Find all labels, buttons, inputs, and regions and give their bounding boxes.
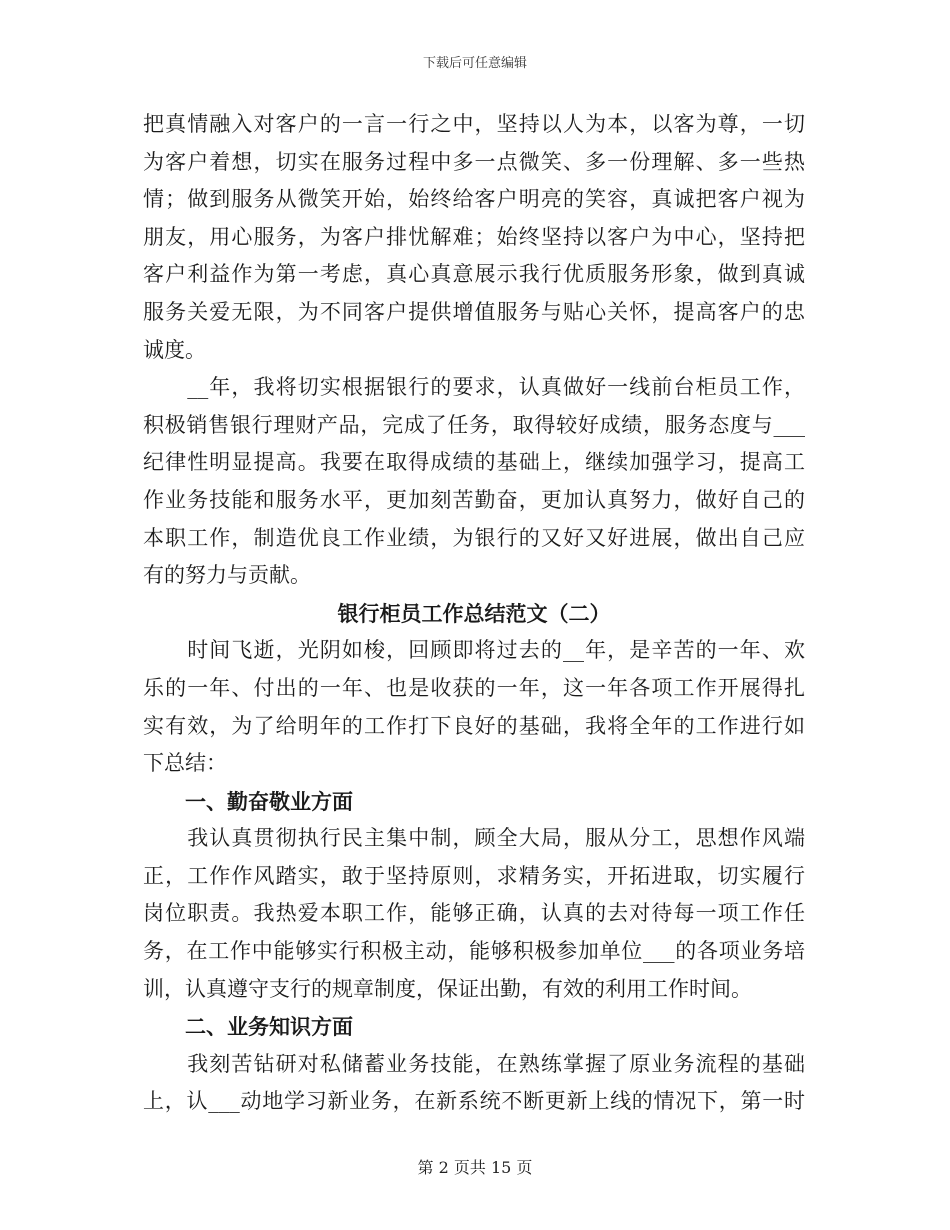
text-line: 有的努力与贡献。 bbox=[143, 563, 311, 588]
text-line: 我刻苦钻研对私储蓄业务技能，在熟练掌握了原业务流程的基础 bbox=[143, 1051, 805, 1076]
text-line: 客户利益作为第一考虑，真心真意展示我行优质服务形象，做到真诚 bbox=[143, 262, 805, 287]
text-line: 朋友，用心服务，为客户排忧解难；始终坚持以客户为中心，坚持把 bbox=[143, 224, 805, 249]
text-line: 纪律性明显提高。我要在取得成绩的基础上，继续加强学习，提高工 bbox=[143, 450, 805, 475]
paragraph-2 bbox=[143, 369, 805, 595]
document-body bbox=[143, 106, 805, 1121]
text-line: 正，工作作风踏实，敢于坚持原则，求精务实，开拓进取，切实履行 bbox=[143, 863, 805, 888]
text-line: 积极销售银行理财产品，完成了任务，取得较好成绩，服务态度与___ bbox=[143, 412, 805, 437]
text-line: 我认真贯彻执行民主集中制，顾全大局，服从分工，思想作风端 bbox=[143, 826, 805, 851]
section-title: 银行柜员工作总结范文（二） bbox=[337, 600, 611, 626]
text-line: 作业务技能和服务水平，更加刻苦勤奋，更加认真努力，做好自己的 bbox=[143, 487, 805, 512]
page-header: 下载后可任意编辑 bbox=[422, 56, 527, 71]
text-line: 时间飞逝，光阴如梭，回顾即将过去的__年，是辛苦的一年、欢 bbox=[143, 638, 805, 663]
page-footer: 第 2 页共 15 页 bbox=[417, 1158, 533, 1177]
text-line: 训，认真遵守支行的规章制度，保证出勤，有效的利用工作时间。 bbox=[143, 976, 752, 1001]
text-line: 下总结： bbox=[143, 751, 227, 776]
text-line: 实有效，为了给明年的工作打下良好的基础，我将全年的工作进行如 bbox=[143, 713, 805, 738]
subheading-diligence: 一、勤奋敬业方面 bbox=[185, 788, 353, 814]
text-line: 为客户着想，切实在服务过程中多一点微笑、多一份理解、多一些热 bbox=[143, 149, 805, 174]
text-line: 诚度。 bbox=[143, 337, 206, 362]
text-line: 把真情融入对客户的一言一行之中，坚持以人为本，以客为尊，一切 bbox=[143, 112, 805, 136]
text-line: 务，在工作中能够实行积极主动，能够积极参加单位___的各项业务培 bbox=[143, 939, 805, 964]
paragraph-5 bbox=[143, 1046, 805, 1121]
text-line: 乐的一年、付出的一年、也是收获的一年，这一年各项工作开展得扎 bbox=[143, 675, 805, 700]
text-line: 情；做到服务从微笑开始，始终给客户明亮的笑容，真诚把客户视为 bbox=[143, 187, 805, 212]
subheading-business-knowledge: 二、业务知识方面 bbox=[185, 1014, 353, 1040]
text-line: __年，我将切实根据银行的要求，认真做好一线前台柜员工作， bbox=[143, 375, 805, 400]
text-line: 上，认___动地学习新业务，在新系统不断更新上线的情况下，第一时 bbox=[143, 1089, 805, 1114]
text-line: 服务关爱无限，为不同客户提供增值服务与贴心关怀，提高客户的忠 bbox=[143, 299, 805, 324]
text-line: 本职工作，制造优良工作业绩，为银行的又好又好进展，做出自己应 bbox=[143, 525, 805, 550]
paragraph-1 bbox=[143, 106, 805, 369]
text-line: 岗位职责。我热爱本职工作，能够正确，认真的去对待每一项工作任 bbox=[143, 901, 805, 926]
paragraph-3 bbox=[143, 632, 805, 782]
paragraph-4 bbox=[143, 820, 805, 1008]
